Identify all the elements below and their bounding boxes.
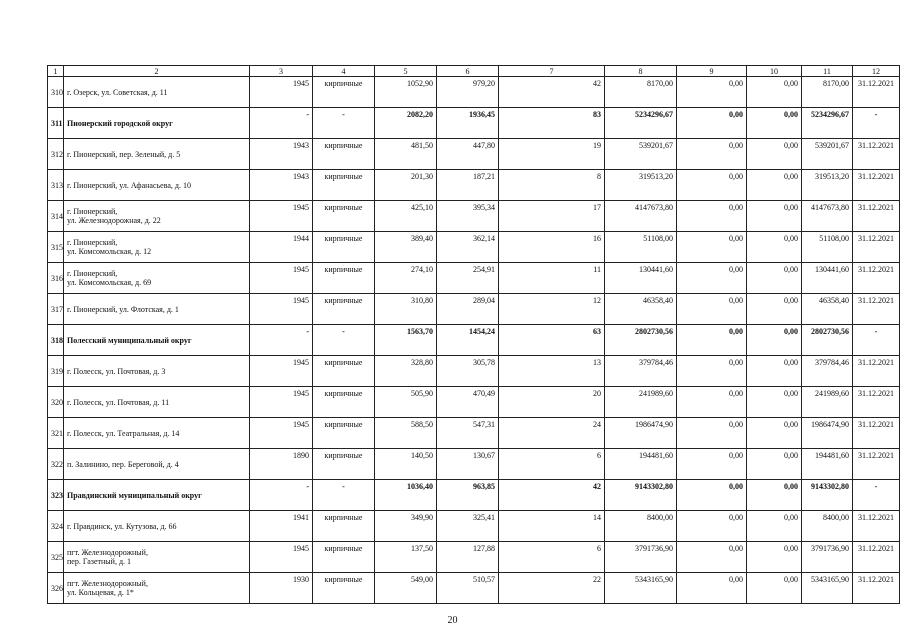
local-funds-cell: 539201,67	[802, 139, 853, 170]
local-funds-cell: 8400,00	[802, 511, 853, 542]
address-line: г. Пионерский,	[67, 238, 118, 247]
address-line: ул. Кольцевая, д. 1*	[67, 588, 134, 597]
regional-funds-cell: 0,00	[747, 511, 802, 542]
year-cell: 1945	[250, 387, 313, 418]
regional-funds-cell: 0,00	[747, 418, 802, 449]
residents-cell: 14	[499, 511, 605, 542]
header-cell: 3	[250, 66, 313, 77]
total-area-cell: 310,80	[375, 294, 437, 325]
header-cell: 8	[605, 66, 677, 77]
header-cell: 11	[802, 66, 853, 77]
address-line: п. Залинино, пер. Береговой, д. 4	[67, 459, 179, 469]
federal-funds-cell: 0,00	[677, 480, 747, 511]
address-line: г. Пионерский, ул. Афанасьева, д. 10	[67, 180, 191, 190]
address-line: пгт. Железнодорожный,	[67, 548, 148, 557]
residents-cell: 17	[499, 201, 605, 232]
federal-funds-cell: 0,00	[677, 542, 747, 573]
column-number-header	[48, 66, 900, 77]
total-area-cell: 389,40	[375, 232, 437, 263]
local-funds-cell: 5234296,67	[802, 108, 853, 139]
address-cell	[64, 325, 250, 356]
header-cell: 2	[64, 66, 250, 77]
regional-funds-cell: 0,00	[747, 139, 802, 170]
total-area-cell: 549,00	[375, 573, 437, 604]
local-funds-cell: 194481,60	[802, 449, 853, 480]
residents-cell: 19	[499, 139, 605, 170]
total-cost-cell: 539201,67	[605, 139, 677, 170]
address-cell	[64, 294, 250, 325]
federal-funds-cell: 0,00	[677, 139, 747, 170]
address-cell	[64, 480, 250, 511]
regional-funds-cell: 0,00	[747, 263, 802, 294]
row-number-cell: 315	[48, 232, 64, 263]
regional-funds-cell: 0,00	[747, 108, 802, 139]
address-line: г. Правдинск, ул. Кутузова, д. 66	[67, 521, 177, 531]
deadline-cell: 31.12.2021	[853, 387, 900, 418]
federal-funds-cell: 0,00	[677, 263, 747, 294]
material-cell: кирпичные	[313, 170, 375, 201]
residents-cell: 83	[499, 108, 605, 139]
header-cell: 12	[853, 66, 900, 77]
living-area-cell: 395,34	[437, 201, 499, 232]
residents-cell: 42	[499, 77, 605, 108]
address-cell	[64, 449, 250, 480]
total-cost-cell: 46358,40	[605, 294, 677, 325]
deadline-cell: 31.12.2021	[853, 201, 900, 232]
residents-cell: 22	[499, 573, 605, 604]
header-cell: 10	[747, 66, 802, 77]
local-funds-cell: 8170,00	[802, 77, 853, 108]
total-area-cell: 274,10	[375, 263, 437, 294]
material-cell: кирпичные	[313, 294, 375, 325]
material-cell: кирпичные	[313, 232, 375, 263]
total-area-cell: 425,10	[375, 201, 437, 232]
material-cell: -	[313, 325, 375, 356]
total-cost-cell: 5343165,90	[605, 573, 677, 604]
local-funds-cell: 46358,40	[802, 294, 853, 325]
table-row	[48, 77, 900, 108]
deadline-cell: 31.12.2021	[853, 77, 900, 108]
regional-funds-cell: 0,00	[747, 294, 802, 325]
address-line: ул. Железнодорожная, д. 22	[67, 216, 161, 225]
row-number-cell: 326	[48, 573, 64, 604]
year-cell: 1941	[250, 511, 313, 542]
local-funds-cell: 319513,20	[802, 170, 853, 201]
regional-funds-cell: 0,00	[747, 542, 802, 573]
row-number-cell: 319	[48, 356, 64, 387]
residents-cell: 20	[499, 387, 605, 418]
row-number-cell: 314	[48, 201, 64, 232]
federal-funds-cell: 0,00	[677, 511, 747, 542]
address-cell	[64, 418, 250, 449]
header-cell: 9	[677, 66, 747, 77]
total-cost-cell: 194481,60	[605, 449, 677, 480]
material-cell: кирпичные	[313, 573, 375, 604]
material-cell: кирпичные	[313, 356, 375, 387]
living-area-cell: 127,88	[437, 542, 499, 573]
address-line: пгт. Железнодорожный,	[67, 579, 148, 588]
row-number-cell: 317	[48, 294, 64, 325]
living-area-cell: 470,49	[437, 387, 499, 418]
address-cell	[64, 139, 250, 170]
row-number-cell: 318	[48, 325, 64, 356]
federal-funds-cell: 0,00	[677, 387, 747, 418]
row-number-cell: 323	[48, 480, 64, 511]
deadline-cell: 31.12.2021	[853, 356, 900, 387]
table-row	[48, 263, 900, 294]
year-cell: 1944	[250, 232, 313, 263]
federal-funds-cell: 0,00	[677, 232, 747, 263]
year-cell: -	[250, 108, 313, 139]
total-area-cell: 328,80	[375, 356, 437, 387]
living-area-cell: 187,21	[437, 170, 499, 201]
federal-funds-cell: 0,00	[677, 573, 747, 604]
living-area-cell: 130,67	[437, 449, 499, 480]
federal-funds-cell: 0,00	[677, 418, 747, 449]
address-line: г. Озерск, ул. Советская, д. 11	[67, 87, 168, 97]
federal-funds-cell: 0,00	[677, 356, 747, 387]
living-area-cell: 305,78	[437, 356, 499, 387]
local-funds-cell: 51108,00	[802, 232, 853, 263]
table-body	[48, 66, 900, 604]
address-line: Правдинский муниципальный округ	[67, 490, 202, 500]
living-area-cell: 963,85	[437, 480, 499, 511]
local-funds-cell: 241989,60	[802, 387, 853, 418]
address-line: г. Пионерский, ул. Флотская, д. 1	[67, 304, 179, 314]
address-cell	[64, 201, 250, 232]
deadline-cell: -	[853, 480, 900, 511]
address-cell	[64, 387, 250, 418]
local-funds-cell: 4147673,80	[802, 201, 853, 232]
federal-funds-cell: 0,00	[677, 449, 747, 480]
table-row	[48, 449, 900, 480]
address-line: пер. Газетный, д. 1	[67, 557, 132, 566]
address-cell	[64, 542, 250, 573]
header-cell: 4	[313, 66, 375, 77]
deadline-cell: 31.12.2021	[853, 418, 900, 449]
year-cell: 1945	[250, 201, 313, 232]
total-cost-cell: 1986474,90	[605, 418, 677, 449]
table-row	[48, 170, 900, 201]
row-number-cell: 310	[48, 77, 64, 108]
deadline-cell: 31.12.2021	[853, 573, 900, 604]
address-line: Полесский муниципальный округ	[67, 335, 192, 345]
total-area-cell: 1052,90	[375, 77, 437, 108]
total-area-cell: 140,50	[375, 449, 437, 480]
year-cell: 1943	[250, 139, 313, 170]
living-area-cell: 447,80	[437, 139, 499, 170]
living-area-cell: 325,41	[437, 511, 499, 542]
total-area-cell: 505,90	[375, 387, 437, 418]
total-cost-cell: 8170,00	[605, 77, 677, 108]
district-total-row	[48, 325, 900, 356]
total-cost-cell: 379784,46	[605, 356, 677, 387]
total-cost-cell: 4147673,80	[605, 201, 677, 232]
total-area-cell: 349,90	[375, 511, 437, 542]
local-funds-cell: 3791736,90	[802, 542, 853, 573]
address-line: ул. Комсомольская, д. 69	[67, 278, 152, 287]
residents-cell: 24	[499, 418, 605, 449]
material-cell: кирпичные	[313, 542, 375, 573]
residents-cell: 6	[499, 542, 605, 573]
federal-funds-cell: 0,00	[677, 108, 747, 139]
address-line: г. Пионерский,	[67, 207, 118, 216]
residents-cell: 8	[499, 170, 605, 201]
address-cell	[64, 356, 250, 387]
address-cell	[64, 108, 250, 139]
address-cell	[64, 170, 250, 201]
residents-cell: 16	[499, 232, 605, 263]
table-row	[48, 201, 900, 232]
material-cell: кирпичные	[313, 387, 375, 418]
row-number-cell: 316	[48, 263, 64, 294]
material-cell: кирпичные	[313, 449, 375, 480]
living-area-cell: 979,20	[437, 77, 499, 108]
material-cell: -	[313, 480, 375, 511]
table-row	[48, 573, 900, 604]
regional-funds-cell: 0,00	[747, 201, 802, 232]
table-row	[48, 139, 900, 170]
total-cost-cell: 51108,00	[605, 232, 677, 263]
total-area-cell: 1563,70	[375, 325, 437, 356]
deadline-cell: 31.12.2021	[853, 170, 900, 201]
regional-funds-cell: 0,00	[747, 449, 802, 480]
local-funds-cell: 5343165,90	[802, 573, 853, 604]
page-number: 20	[447, 615, 458, 626]
address-line: ул. Комсомольская, д. 12	[67, 247, 152, 256]
material-cell: кирпичные	[313, 201, 375, 232]
total-area-cell: 2082,20	[375, 108, 437, 139]
federal-funds-cell: 0,00	[677, 325, 747, 356]
deadline-cell: 31.12.2021	[853, 263, 900, 294]
living-area-cell: 289,04	[437, 294, 499, 325]
residents-cell: 63	[499, 325, 605, 356]
regional-funds-cell: 0,00	[747, 573, 802, 604]
regional-funds-cell: 0,00	[747, 232, 802, 263]
table-row	[48, 294, 900, 325]
year-cell: 1945	[250, 294, 313, 325]
deadline-cell: 31.12.2021	[853, 139, 900, 170]
year-cell: 1943	[250, 170, 313, 201]
federal-funds-cell: 0,00	[677, 294, 747, 325]
total-cost-cell: 2802730,56	[605, 325, 677, 356]
year-cell: 1945	[250, 542, 313, 573]
year-cell: -	[250, 325, 313, 356]
year-cell: -	[250, 480, 313, 511]
living-area-cell: 254,91	[437, 263, 499, 294]
year-cell: 1945	[250, 356, 313, 387]
local-funds-cell: 130441,60	[802, 263, 853, 294]
deadline-cell: 31.12.2021	[853, 542, 900, 573]
header-cell: 1	[48, 66, 64, 77]
regional-funds-cell: 0,00	[747, 325, 802, 356]
living-area-cell: 547,31	[437, 418, 499, 449]
local-funds-cell: 379784,46	[802, 356, 853, 387]
address-line: г. Пионерский,	[67, 269, 118, 278]
address-line: г. Полесск, ул. Театральная, д. 14	[67, 428, 180, 438]
table-row	[48, 232, 900, 263]
total-cost-cell: 130441,60	[605, 263, 677, 294]
address-line: Пионерский городской округ	[67, 118, 173, 128]
address-cell	[64, 263, 250, 294]
deadline-cell: 31.12.2021	[853, 294, 900, 325]
row-number-cell: 321	[48, 418, 64, 449]
living-area-cell: 1454,24	[437, 325, 499, 356]
total-cost-cell: 3791736,90	[605, 542, 677, 573]
living-area-cell: 362,14	[437, 232, 499, 263]
residents-cell: 42	[499, 480, 605, 511]
regional-funds-cell: 0,00	[747, 170, 802, 201]
table-row	[48, 387, 900, 418]
federal-funds-cell: 0,00	[677, 201, 747, 232]
local-funds-cell: 9143302,80	[802, 480, 853, 511]
year-cell: 1890	[250, 449, 313, 480]
header-cell: 5	[375, 66, 437, 77]
total-cost-cell: 241989,60	[605, 387, 677, 418]
total-cost-cell: 9143302,80	[605, 480, 677, 511]
material-cell: кирпичные	[313, 418, 375, 449]
local-funds-cell: 1986474,90	[802, 418, 853, 449]
year-cell: 1945	[250, 263, 313, 294]
address-cell	[64, 573, 250, 604]
deadline-cell: 31.12.2021	[853, 449, 900, 480]
address-line: г. Полесск, ул. Почтовая, д. 3	[67, 366, 166, 376]
total-area-cell: 137,50	[375, 542, 437, 573]
living-area-cell: 510,57	[437, 573, 499, 604]
table-row	[48, 511, 900, 542]
material-cell: кирпичные	[313, 511, 375, 542]
regional-funds-cell: 0,00	[747, 77, 802, 108]
row-number-cell: 312	[48, 139, 64, 170]
material-cell: кирпичные	[313, 139, 375, 170]
residents-cell: 12	[499, 294, 605, 325]
row-number-cell: 313	[48, 170, 64, 201]
table-row	[48, 542, 900, 573]
year-cell: 1945	[250, 418, 313, 449]
district-total-row	[48, 108, 900, 139]
housing-register-table	[47, 65, 900, 604]
total-area-cell: 481,50	[375, 139, 437, 170]
residents-cell: 6	[499, 449, 605, 480]
total-area-cell: 1036,40	[375, 480, 437, 511]
header-cell: 7	[499, 66, 605, 77]
material-cell: кирпичные	[313, 77, 375, 108]
year-cell: 1945	[250, 77, 313, 108]
row-number-cell: 325	[48, 542, 64, 573]
material-cell: кирпичные	[313, 263, 375, 294]
row-number-cell: 320	[48, 387, 64, 418]
total-cost-cell: 319513,20	[605, 170, 677, 201]
district-total-row	[48, 480, 900, 511]
material-cell: -	[313, 108, 375, 139]
address-line: г. Полесск, ул. Почтовая, д. 11	[67, 397, 170, 407]
residents-cell: 13	[499, 356, 605, 387]
header-cell: 6	[437, 66, 499, 77]
local-funds-cell: 2802730,56	[802, 325, 853, 356]
federal-funds-cell: 0,00	[677, 77, 747, 108]
address-cell	[64, 77, 250, 108]
address-cell	[64, 511, 250, 542]
total-cost-cell: 8400,00	[605, 511, 677, 542]
address-line: г. Пионерский, пер. Зеленый, д. 5	[67, 149, 181, 159]
regional-funds-cell: 0,00	[747, 356, 802, 387]
row-number-cell: 311	[48, 108, 64, 139]
living-area-cell: 1936,45	[437, 108, 499, 139]
deadline-cell: -	[853, 325, 900, 356]
deadline-cell: 31.12.2021	[853, 232, 900, 263]
federal-funds-cell: 0,00	[677, 170, 747, 201]
table-row	[48, 356, 900, 387]
total-cost-cell: 5234296,67	[605, 108, 677, 139]
address-cell	[64, 232, 250, 263]
year-cell: 1930	[250, 573, 313, 604]
deadline-cell: 31.12.2021	[853, 511, 900, 542]
regional-funds-cell: 0,00	[747, 387, 802, 418]
table-row	[48, 418, 900, 449]
residents-cell: 11	[499, 263, 605, 294]
total-area-cell: 588,50	[375, 418, 437, 449]
deadline-cell: -	[853, 108, 900, 139]
total-area-cell: 201,30	[375, 170, 437, 201]
regional-funds-cell: 0,00	[747, 480, 802, 511]
row-number-cell: 322	[48, 449, 64, 480]
row-number-cell: 324	[48, 511, 64, 542]
